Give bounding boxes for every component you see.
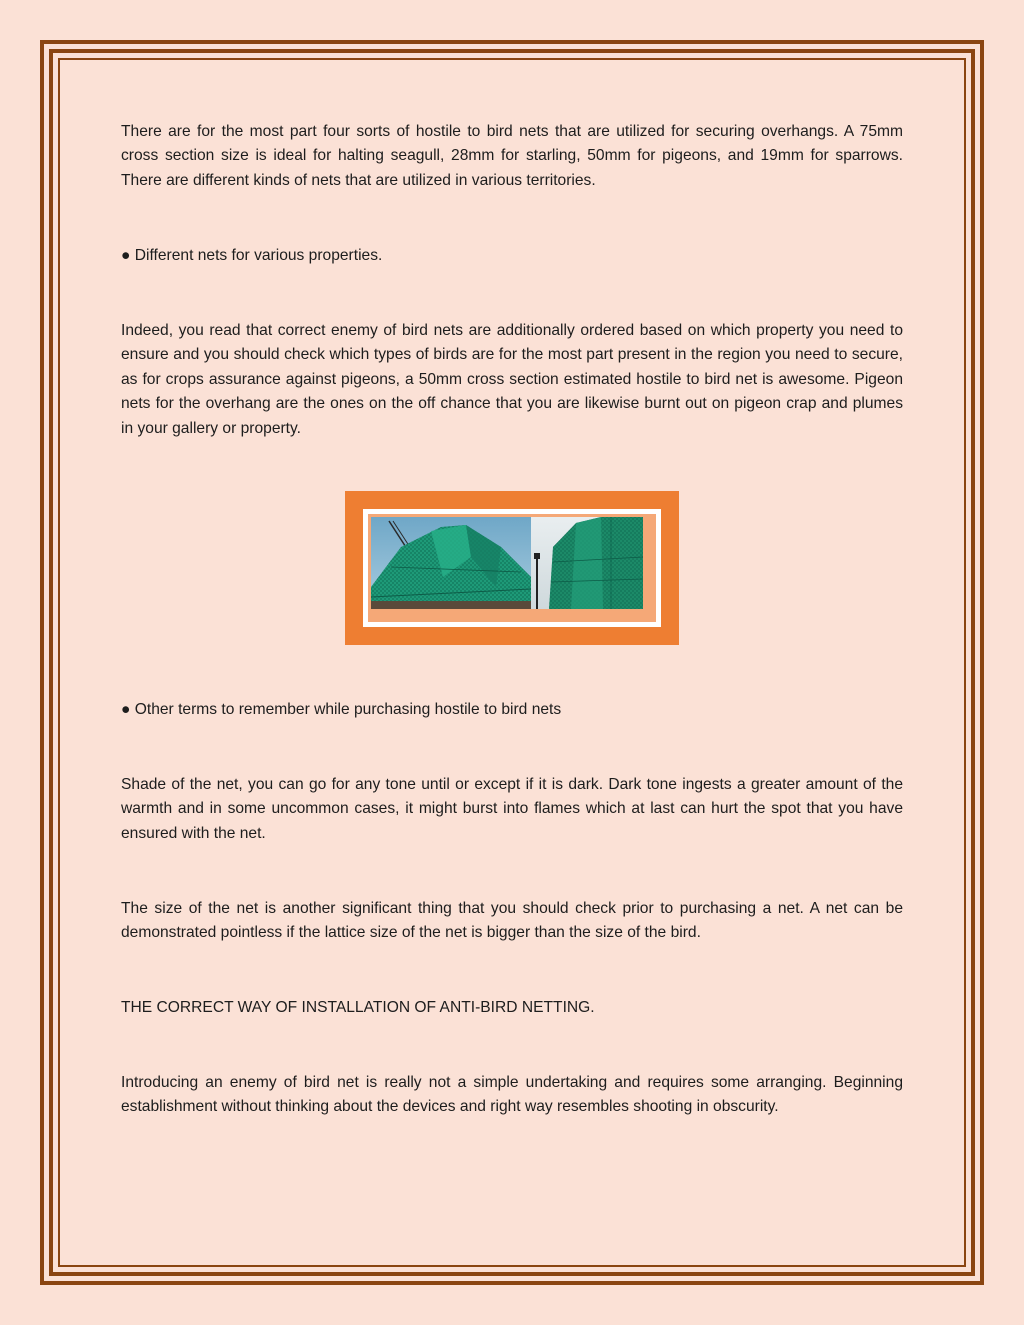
- paragraph-net-types: There are for the most part four sorts of hostile to bird nets that are utilized for securing overhangs. A 75mm cross section size is ideal for halting seagull, 28mm for starling, 50mm for pigeons, and 19mm for sparrows. There are different kinds of nets that are utilized in various territories.: [121, 123, 903, 189]
- paragraph-net-shade: Shade of the net, you can go for any tone until or except if it is dark. Dark tone ingests a greater amount of the warmth and in some uncommon cases, it might burst into flames which at last can hurt the spot that you have ensured with the net.: [121, 776, 903, 842]
- bullet-other-terms: ● Other terms to remember while purchasing hostile to bird nets: [121, 701, 562, 718]
- paragraph-property-types: Indeed, you read that correct enemy of bird nets are additionally ordered based on which property you need to ensure and you should check which types of birds are for the most part present in the region you need to secure, as for crops assurance against pigeons, a 50mm cross section estimated hostile to bird net is awesome. Pigeon nets for the overhang are the ones on the off chance that you are likewise burnt out on pigeon crap and plumes in your gallery or property.: [121, 322, 903, 437]
- building-netting-photo: [371, 517, 653, 619]
- building-netting-image: [371, 517, 643, 609]
- bullet-different-nets: ● Different nets for various properties.: [121, 247, 383, 264]
- section-heading: THE CORRECT WAY OF INSTALLATION OF ANTI-BIRD NETTING.: [121, 999, 595, 1016]
- paragraph-installation: Introducing an enemy of bird net is really not a simple undertaking and requires some arranging. Beginning establishment without thinking about the devices and right way resembles shooting in obscurity.: [121, 1074, 903, 1116]
- photo-frame: [345, 491, 679, 645]
- paragraph-net-size: The size of the net is another significant thing that you should check prior to purchasing a net. A net can be demonstrated pointless if the lattice size of the net is bigger than the size of the bird.: [121, 900, 903, 942]
